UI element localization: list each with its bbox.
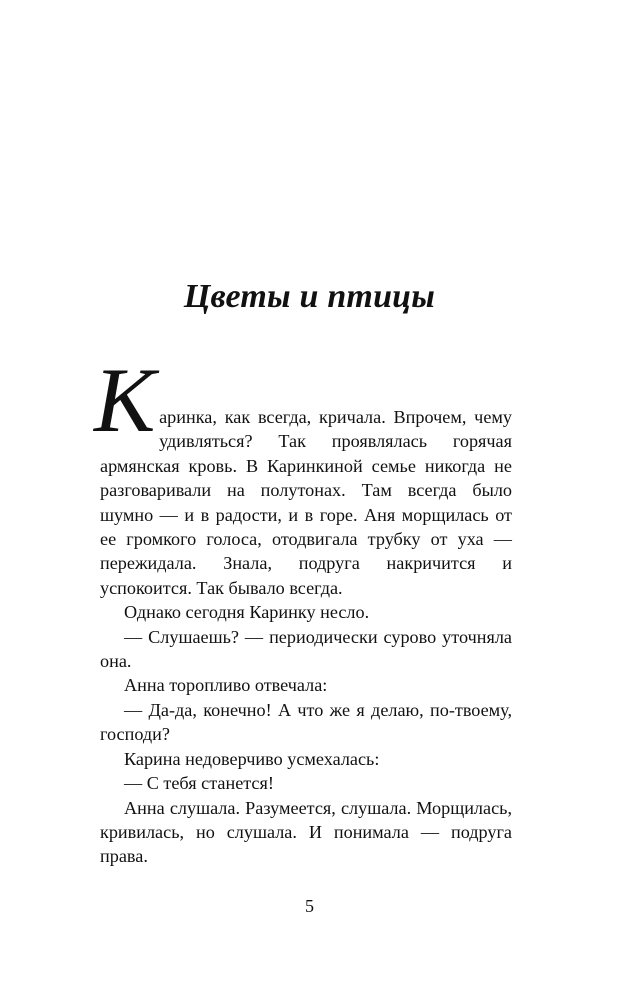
paragraph: Анна торопливо отвечала: [124, 675, 328, 696]
chapter-text [94, 349, 512, 869]
paragraph: — Да-да, конечно! А что же я делаю, по-твоему, господи? [100, 699, 512, 745]
chapter-title: Цветы и птицы [183, 278, 436, 315]
dropcap-letter: К [94, 349, 156, 451]
first-paragraph-text: аринка, как всегда, кричала. Впрочем, чему удивляться? Так проявлялась горячая армянская кровь. В Каринкиной семье никогда не разговаривали на полутонах. Там всегда было шумно — и в радости, и в горе. Аня морщилась от ее громкого голоса, отодвигала трубку от уха — пережидала. Знала, подруга накричится и успокоится. Так бывало всегда. [100, 407, 512, 598]
page-number: 5 [305, 896, 314, 916]
paragraph: Карина недоверчиво усмехалась: [124, 748, 380, 769]
paragraph: — С тебя станется! [124, 773, 274, 794]
paragraph: Анна слушала. Разумеется, слушала. Морщилась, кривилась, но слушала. И понимала — подруга права. [100, 797, 512, 867]
paragraph: Однако сегодня Каринку несло. [124, 602, 370, 623]
paragraph: — Слушаешь? — периодически сурово уточняла она. [100, 626, 512, 672]
first-paragraph [94, 349, 512, 600]
